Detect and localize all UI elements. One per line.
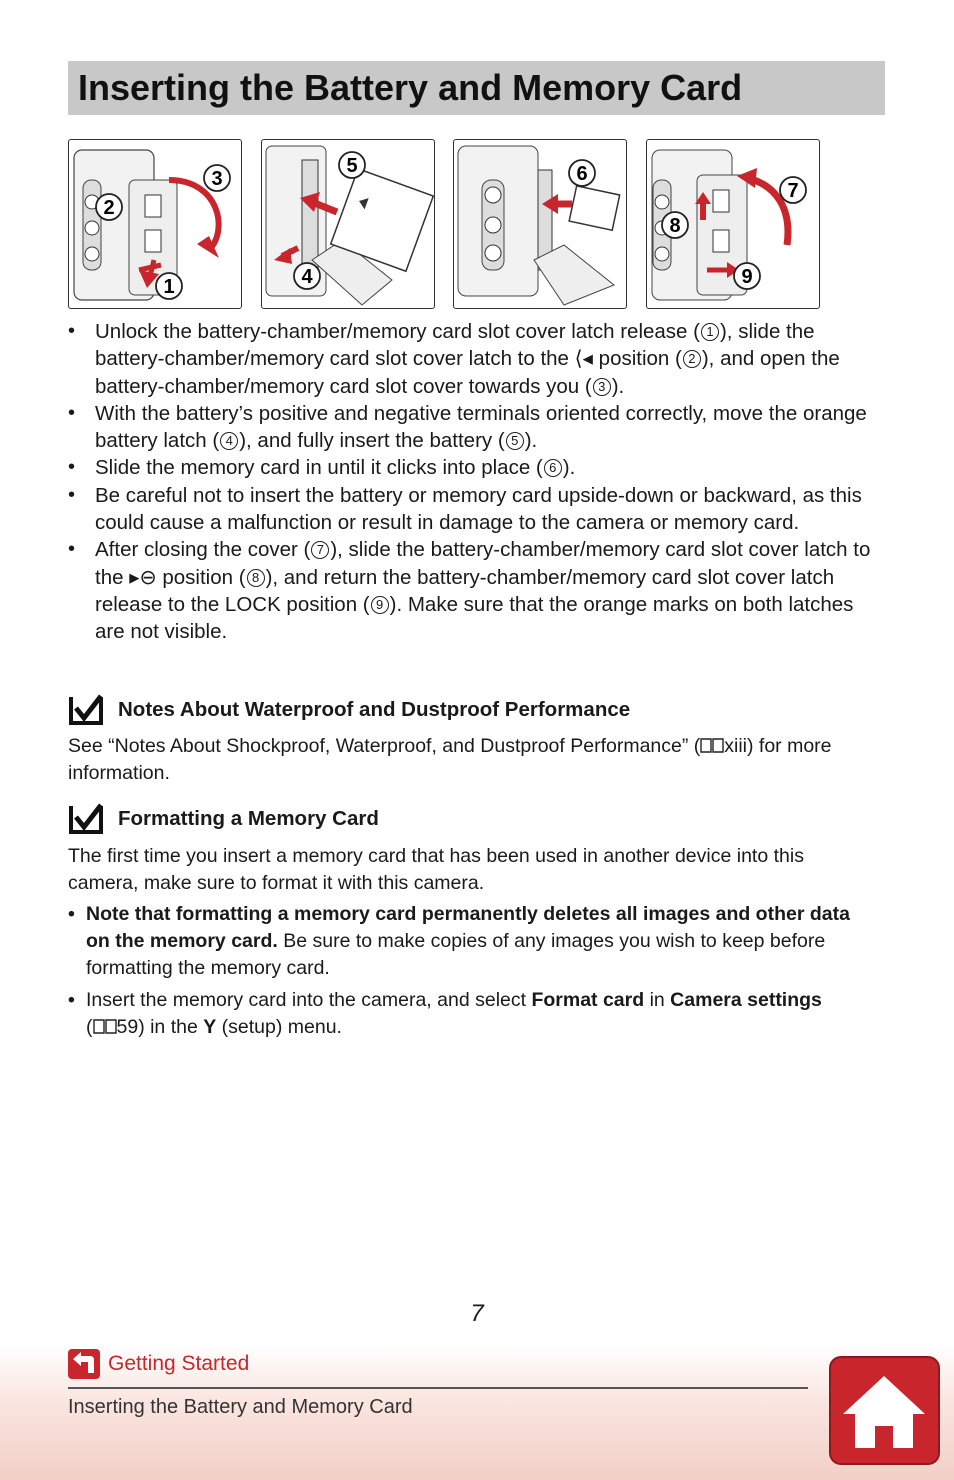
- list-item: • Insert the memory card into the camera, and select Format card in Camera settings ( 59) in the Y (setup) menu.: [68, 987, 878, 1041]
- page-number: 7: [470, 1300, 484, 1327]
- list-item: • Be careful not to insert the battery or memory card upside-down or backward, as this could cause a malfunction or result in damage to the camera or memory card.: [68, 482, 888, 537]
- figure-label: 1: [163, 276, 175, 298]
- section-link[interactable]: Getting Started: [68, 1349, 249, 1379]
- page-reference-link[interactable]: 59) in the: [116, 1016, 204, 1038]
- check-note-icon: [68, 694, 104, 726]
- figure-label: 7: [787, 180, 799, 202]
- check-note-icon: [68, 803, 104, 835]
- figure-label: 3: [211, 168, 223, 190]
- figure-label: 6: [576, 163, 588, 185]
- footer-subsection: Inserting the Battery and Memory Card: [68, 1396, 413, 1418]
- figure-label: 4: [301, 266, 313, 288]
- list-item: • With the battery’s positive and negative terminals oriented correctly, move the orange battery latch ( 4 ), and fully insert the battery ( 5 ).: [68, 400, 888, 455]
- figure-label: 8: [669, 215, 681, 237]
- figure-label: 2: [103, 197, 115, 219]
- figure-insert-battery: [261, 139, 435, 309]
- figure-label: 9: [741, 266, 753, 288]
- list-item: • Note that formatting a memory card permanently deletes all images and other data on the memory card. Be sure to make copies of any images you wish to keep before formatting the memory card.: [68, 901, 878, 982]
- title-bar: [68, 61, 885, 115]
- setup-icon: Y: [203, 1016, 217, 1038]
- book-reference-icon: [700, 738, 724, 753]
- list-item: • Slide the memory card in until it clicks into place ( 6 ).: [68, 454, 888, 481]
- figure-open-cover: [68, 139, 242, 309]
- back-icon: [68, 1349, 100, 1379]
- figure-label: 5: [346, 155, 358, 177]
- note-text-format: The first time you insert a memory card that has been used in another device into this camera, make sure to format it with this camera.: [68, 845, 804, 894]
- list-item: • After closing the cover ( 7 ), slide the battery-chamber/memory card slot cover latch to the ▸⊖ position ( 8 ), and return the battery-chamber/memory card slot cover latch release to the LOCK position ( 9 ). Make sure that the orange marks on both latches are not visible.: [68, 536, 888, 645]
- note-heading-waterproof: Notes About Waterproof and Dustproof Performance: [68, 694, 630, 726]
- list-item: • Unlock the battery-chamber/memory card slot cover latch release ( 1 ), slide the battery-chamber/memory card slot cover latch to the ⟨◂ position ( 2 ), and open the battery-chamber/memory card slot cover towards you ( 3 ).: [68, 318, 888, 400]
- illustration-strip: [68, 139, 820, 309]
- page-title: Inserting the Battery and Memory Card: [78, 67, 743, 108]
- figure-close-cover: [646, 139, 820, 309]
- home-button[interactable]: [829, 1356, 940, 1465]
- format-list: [68, 901, 878, 1046]
- instruction-list: [68, 318, 888, 646]
- latch-open-icon: ⟨◂: [574, 347, 593, 371]
- latch-lock-icon: ▸⊖: [129, 565, 157, 589]
- home-icon: [831, 1358, 938, 1463]
- book-reference-icon: [93, 1019, 117, 1034]
- note-heading-format: Formatting a Memory Card: [68, 803, 379, 835]
- page-reference-link[interactable]: xiii) for more information.: [68, 735, 832, 784]
- note-text-waterproof: See “Notes About Shockproof, Waterproof, and Dustproof Performance” ( xiii) for more information.: [68, 735, 832, 784]
- footer-divider: [68, 1387, 808, 1389]
- figure-insert-card: [453, 139, 627, 309]
